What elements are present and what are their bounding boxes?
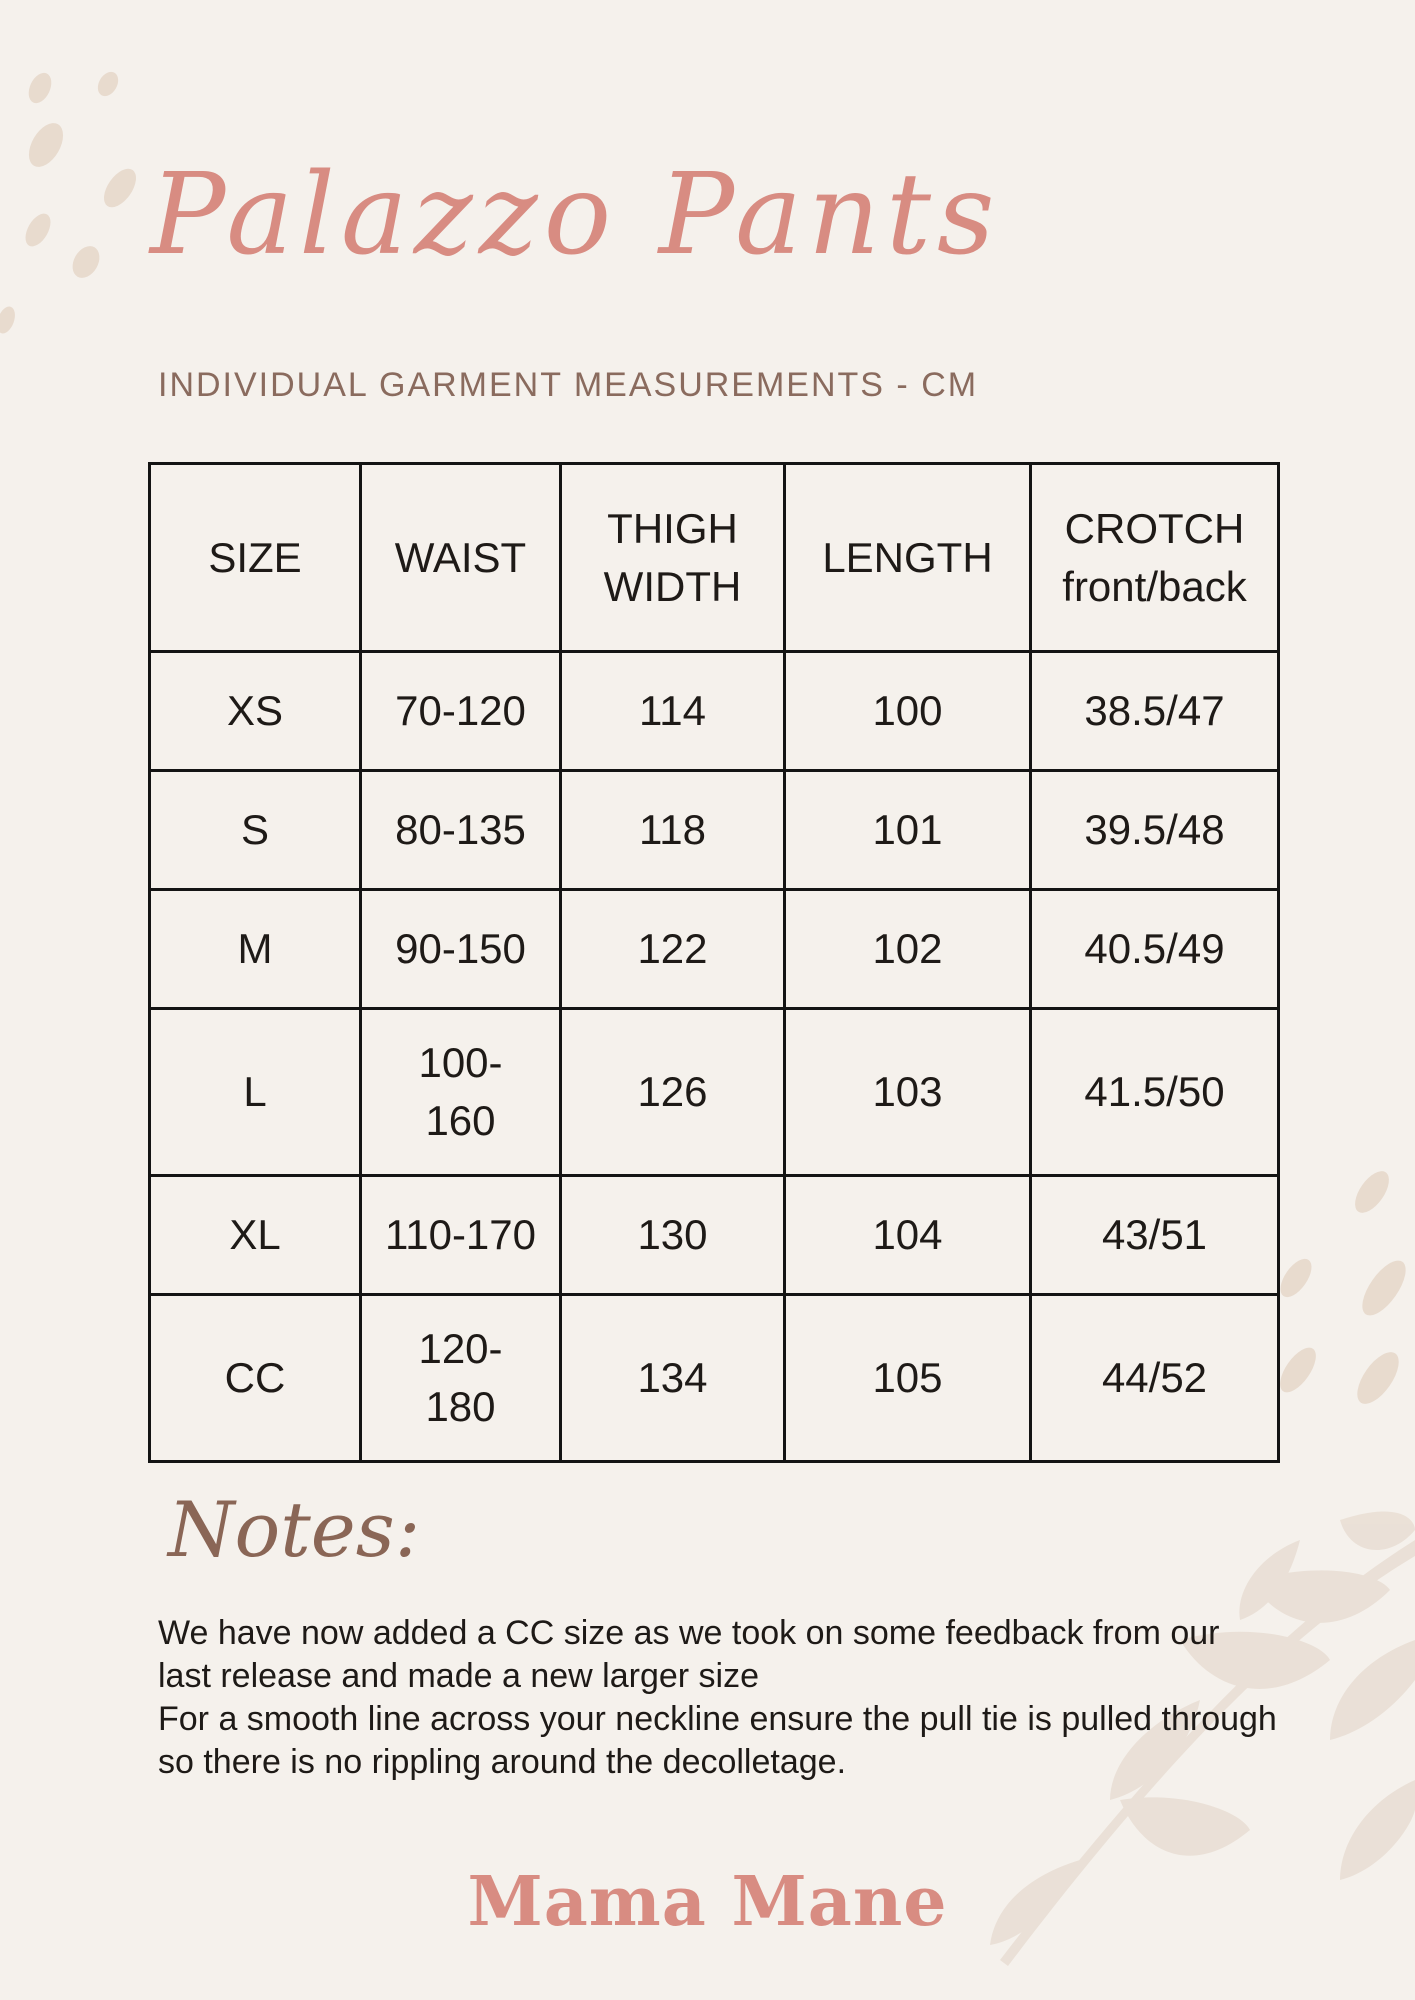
table-row [150,1176,1279,1295]
cell-waist: 120- 180 [361,1295,561,1462]
page-title: Palazzo Pants [150,150,1001,280]
notes-paragraph: We have now added a CC size as we took on some feedback from our last release and made a new larger size [158,1614,1220,1695]
header-waist: WAIST [361,464,561,652]
cell-size: L [150,1009,361,1176]
header-length: LENGTH [785,464,1031,652]
cell-size: S [150,771,361,890]
cell-thigh: 118 [561,771,785,890]
cell-thigh: 126 [561,1009,785,1176]
page-subtitle: INDIVIDUAL GARMENT MEASUREMENTS - CM [158,366,979,404]
cell-length: 104 [785,1176,1031,1295]
cell-waist: 110-170 [361,1176,561,1295]
cell-thigh: 122 [561,890,785,1009]
table-row [150,1009,1279,1176]
cell-waist: 90-150 [361,890,561,1009]
cell-crotch: 41.5/50 [1031,1009,1279,1176]
cell-crotch: 38.5/47 [1031,652,1279,771]
cell-crotch: 43/51 [1031,1176,1279,1295]
notes-paragraph: For a smooth line across your neckline ensure the pull tie is pulled through so there is no rippling around the decolletage. [158,1700,1277,1781]
table-row [150,1295,1279,1462]
size-chart-table [148,462,1280,1463]
table-row [150,771,1279,890]
cell-crotch: 40.5/49 [1031,890,1279,1009]
table-row [150,652,1279,771]
cell-length: 100 [785,652,1031,771]
cell-thigh: 114 [561,652,785,771]
cell-size: CC [150,1295,361,1462]
cell-length: 101 [785,771,1031,890]
cell-size: M [150,890,361,1009]
notes-body [158,1612,1278,1784]
cell-length: 105 [785,1295,1031,1462]
cell-size: XL [150,1176,361,1295]
cell-thigh: 130 [561,1176,785,1295]
header-crotch: CROTCH front/back [1031,464,1279,652]
table-header-row [150,464,1279,652]
cell-waist: 100- 160 [361,1009,561,1176]
cell-waist: 80-135 [361,771,561,890]
cell-length: 103 [785,1009,1031,1176]
header-thigh-width: THIGH WIDTH [561,464,785,652]
cell-size: XS [150,652,361,771]
cell-thigh: 134 [561,1295,785,1462]
table-row [150,890,1279,1009]
cell-waist: 70-120 [361,652,561,771]
header-size: SIZE [150,464,361,652]
cell-length: 102 [785,890,1031,1009]
brand-logo: Mama Mane [467,1862,948,1942]
cell-crotch: 39.5/48 [1031,771,1279,890]
notes-heading: Notes: [168,1485,421,1574]
cell-crotch: 44/52 [1031,1295,1279,1462]
